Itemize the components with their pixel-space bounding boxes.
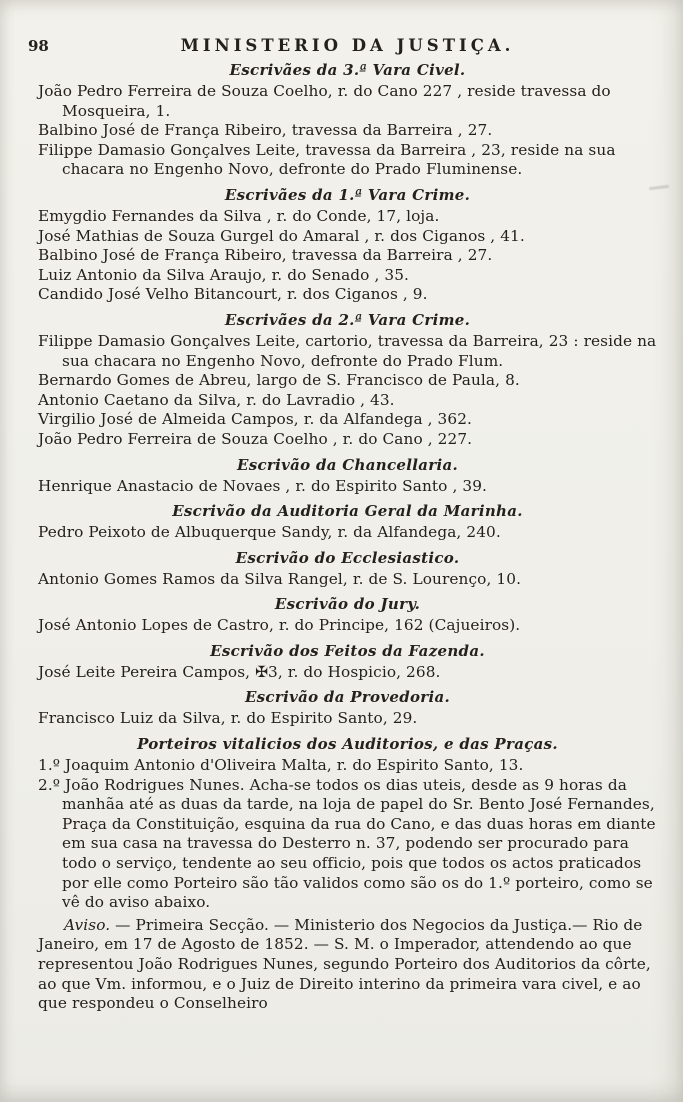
directory-entry: Henrique Anastacio de Novaes , r. do Espirito Santo , 39. [38, 476, 487, 495]
directory-entry: José Mathias de Souza Gurgel do Amaral , r. dos Ciganos , 41. [38, 226, 525, 245]
directory-entry: Antonio Gomes Ramos da Silva Rangel, r. de S. Lourenço, 10. [38, 569, 522, 588]
directory-entry: José Leite Pereira Campos, ✠3, r. do Hospicio, 268. [38, 662, 441, 681]
aviso-label: Aviso. [64, 915, 111, 934]
page-content [38, 61, 657, 1014]
directory-entry: Antonio Caetano da Silva, r. do Lavradio , 43. [38, 390, 395, 409]
directory-entry: José Antonio Lopes de Castro, r. do Principe, 162 (Cajueiros). [38, 616, 521, 635]
section-heading: Escrivães da 3.ª Vara Civel. [229, 61, 466, 79]
section-heading: Escrivão da Provedoria. [244, 688, 451, 707]
directory-entry: Filippe Damasio Gonçalves Leite, travessa da Barreira , 23, reside na sua chacara no Engenho Novo, defronte do Prado Fluminense. [38, 140, 616, 179]
directory-entry: Balbino José de França Ribeiro, travessa da Barreira , 27. [38, 121, 493, 140]
directory-entry: João Pedro Ferreira de Souza Coelho , r. do Cano , 227. [38, 429, 473, 448]
directory-entry: João Pedro Ferreira de Souza Coelho, r. do Cano 227 , reside travessa do Mosqueira, 1. [38, 82, 611, 120]
section-heading: Escrivães da 2.ª Vara Crime. [224, 310, 471, 329]
directory-entry: Bernardo Gomes de Abreu, largo de S. Francisco de Paula, 8. [38, 371, 520, 390]
section-heading: Escrivão do Jury. [274, 595, 421, 614]
directory-entry: Pedro Peixoto de Albuquerque Sandy, r. da Alfandega, 240. [38, 523, 501, 542]
directory-entry: Francisco Luiz da Silva, r. do Espirito Santo, 29. [38, 709, 418, 728]
section-heading: Escrivão do Ecclesiastico. [235, 548, 460, 567]
directory-entry: Filippe Damasio Gonçalves Leite, cartorio, travessa da Barreira, 23 : reside na sua chacara no Engenho Novo, defronte do Prado Flum. [38, 331, 657, 370]
section-heading: Porteiros vitalicios dos Auditorios, e das Praças. [137, 735, 558, 754]
section-heading: Escrivão da Chancellaria. [236, 455, 458, 474]
section-heading: Escrivão dos Feitos da Fazenda. [210, 641, 485, 660]
page-header [28, 36, 657, 55]
page-number: 98 [28, 37, 49, 55]
directory-entry: Luiz Antonio da Silva Araujo, r. do Senado , 35. [38, 265, 410, 284]
directory-entry: 2.º João Rodrigues Nunes. Acha-se todos os dias uteis, desde as 9 horas da manhãa até as duas da tarde, na loja de papel do Sr. Bento José Fernandes, Praça da Constituição, esquina da rua do Cano, e das duas horas em diante em sua casa na travessa do Desterro n. 37, podendo ser procurado para todo o serviço, tendente ao seu officio, pois que todos os actos praticados por elle como Porteiro são tão validos como são os do 1.º porteiro, como se vê do aviso abaixo. [38, 775, 656, 912]
directory-entry: Virgilio José de Almeida Campos, r. da Alfandega , 362. [38, 410, 473, 429]
aviso-text: — Primeira Secção. — Ministerio dos Negocios da Justiça.— Rio de Janeiro, em 17 de Agosto de 1852. — S. M. o Imperador, attendendo ao que representou João Rodrigues Nunes, segundo Porteiro dos Auditorios da côrte, ao que Vm. informou, e o Juiz de Direito interino da primeira vara civel, e ao que respondeu o Conselheiro [38, 915, 651, 1013]
directory-entry: 1.º Joaquim Antonio d'Oliveira Malta, r. do Espirito Santo, 13. [38, 756, 524, 775]
page-title: MINISTERIO DA JUSTIÇA. [180, 36, 515, 55]
directory-entry: Candido José Velho Bitancourt, r. dos Ciganos , 9. [38, 285, 428, 304]
section-heading: Escrivães da 1.ª Vara Crime. [224, 185, 471, 204]
section-heading: Escrivão da Auditoria Geral da Marinha. [172, 502, 523, 521]
directory-entry: Emygdio Fernandes da Silva , r. do Conde, 17, loja. [38, 206, 440, 225]
aviso-paragraph [38, 916, 657, 1014]
directory-entry: Balbino José de França Ribeiro, travessa da Barreira , 27. [38, 246, 493, 265]
